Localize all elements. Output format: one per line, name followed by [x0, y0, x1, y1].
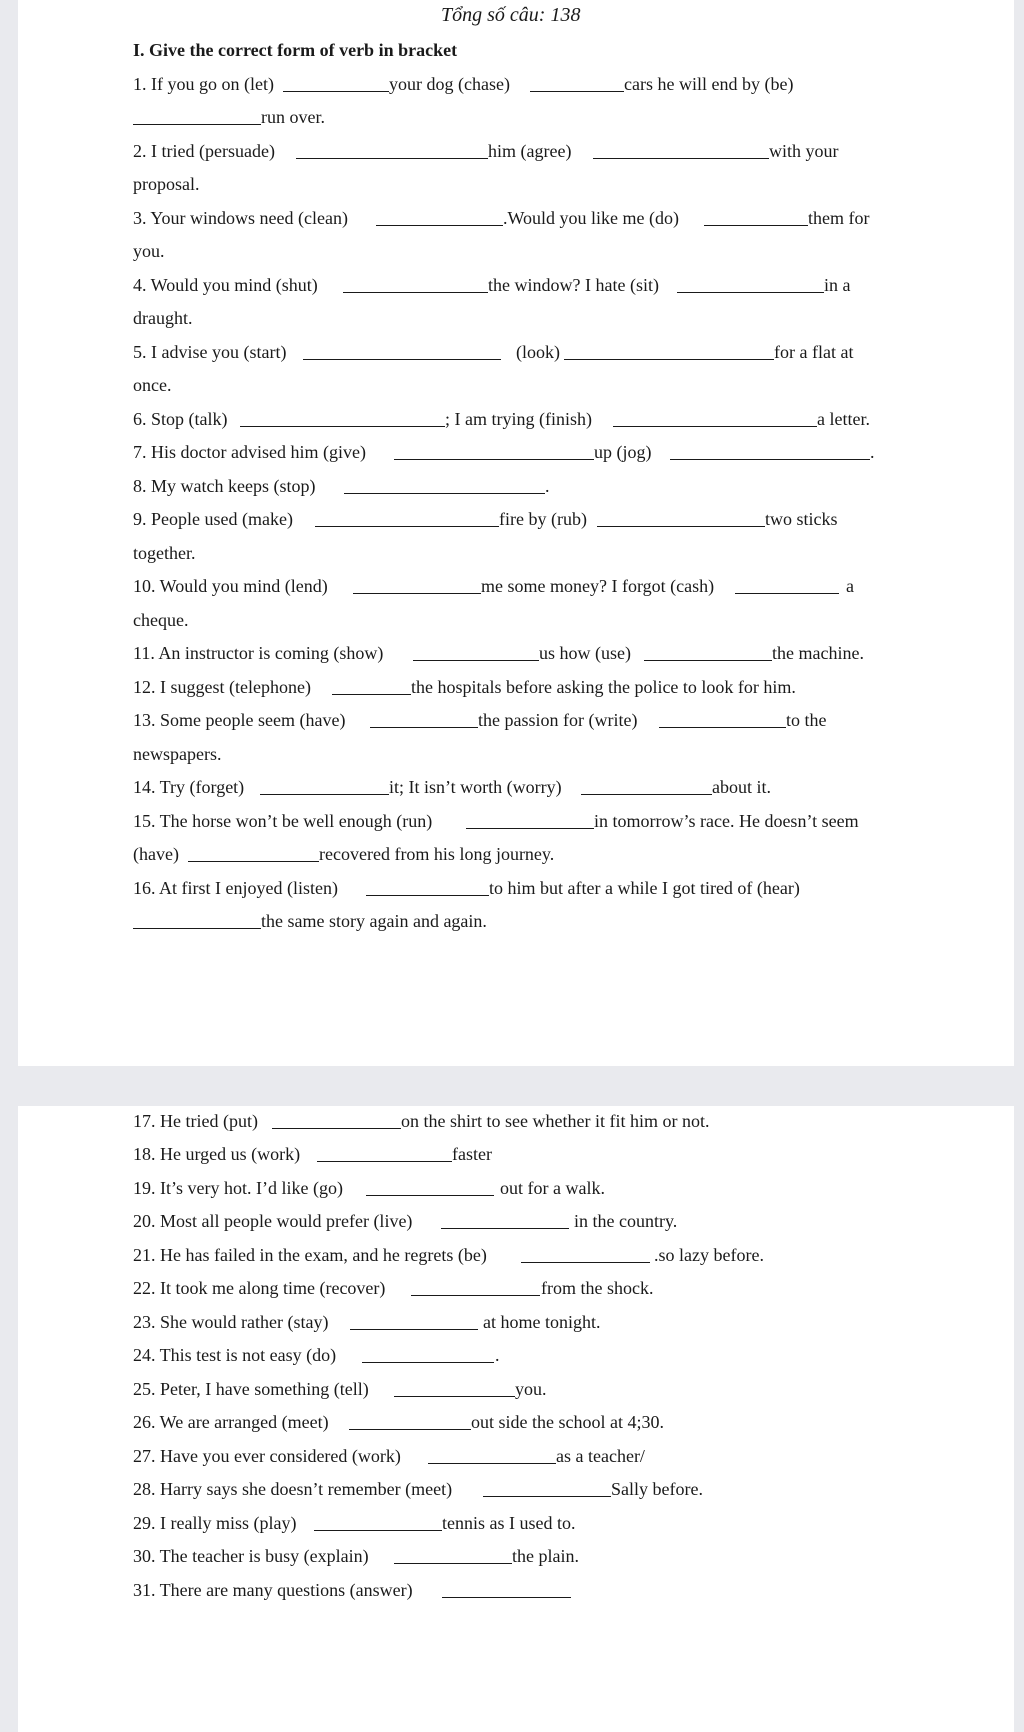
- exercise-text: .: [545, 476, 550, 496]
- exercise-text: them for: [808, 208, 870, 228]
- exercise-text: 3. Your windows need (clean): [133, 208, 348, 228]
- exercise-text: Sally before.: [611, 1479, 703, 1499]
- exercise-text: 31. There are many questions (answer): [133, 1580, 413, 1600]
- answer-blank[interactable]: [394, 1563, 512, 1564]
- exercise-text: 30. The teacher is busy (explain): [133, 1546, 369, 1566]
- answer-blank[interactable]: [188, 861, 319, 862]
- exercise-text: the same story again and again.: [261, 911, 487, 931]
- exercise-text: with your: [769, 141, 839, 161]
- exercise-text: the hospitals before asking the police to look for him.: [411, 677, 796, 697]
- exercise-text: for a flat at: [774, 342, 854, 362]
- answer-blank[interactable]: [564, 359, 774, 360]
- exercise-text: 14. Try (forget): [133, 777, 245, 797]
- exercise-text: 13. Some people seem (have): [133, 710, 346, 730]
- answer-blank[interactable]: [521, 1262, 650, 1263]
- answer-blank[interactable]: [735, 593, 839, 594]
- exercise-text: 1. If you go on (let): [133, 74, 274, 94]
- answer-blank[interactable]: [442, 1597, 571, 1598]
- answer-blank[interactable]: [343, 292, 488, 293]
- exercise-text: in tomorrow’s race. He doesn’t seem: [594, 811, 859, 831]
- answer-blank[interactable]: [303, 359, 501, 360]
- exercise-text: on the shirt to see whether it fit him or not.: [401, 1111, 710, 1131]
- answer-blank[interactable]: [272, 1128, 401, 1129]
- exercise-text: me some money? I forgot (cash): [481, 576, 715, 596]
- exercise-text: two sticks: [765, 509, 838, 529]
- answer-blank[interactable]: [613, 426, 817, 427]
- exercise-text: 19. It’s very hot. I’d like (go): [133, 1178, 343, 1198]
- exercise-text: 4. Would you mind (shut): [133, 275, 318, 295]
- answer-blank[interactable]: [332, 694, 411, 695]
- exercise-text: from the shock.: [541, 1278, 654, 1298]
- exercise-text: (look): [516, 342, 560, 362]
- answer-blank[interactable]: [344, 493, 545, 494]
- answer-blank[interactable]: [677, 292, 824, 293]
- answer-blank[interactable]: [644, 660, 772, 661]
- answer-blank[interactable]: [411, 1295, 540, 1296]
- exercise-text: 12. I suggest (telephone): [133, 677, 311, 697]
- answer-blank[interactable]: [133, 928, 261, 929]
- exercise-text: you.: [133, 241, 165, 261]
- exercise-text: .Would you like me (do): [503, 208, 680, 228]
- exercise-text: your dog (chase): [389, 74, 510, 94]
- exercise-text: about it.: [712, 777, 771, 797]
- exercise-text: 15. The horse won’t be well enough (run): [133, 811, 433, 831]
- answer-blank[interactable]: [376, 225, 503, 226]
- answer-blank[interactable]: [413, 660, 539, 661]
- answer-blank[interactable]: [428, 1463, 556, 1464]
- exercise-text: 29. I really miss (play): [133, 1513, 297, 1533]
- exercise-text: 17. He tried (put): [133, 1111, 258, 1131]
- answer-blank[interactable]: [466, 828, 594, 829]
- exercise-text: 26. We are arranged (meet): [133, 1412, 329, 1432]
- exercise-text: tennis as I used to.: [442, 1513, 576, 1533]
- exercise-text: .: [870, 442, 875, 462]
- exercise-text: 23. She would rather (stay): [133, 1312, 329, 1332]
- exercise-text: 18. He urged us (work): [133, 1144, 301, 1164]
- exercise-text: as a teacher/: [556, 1446, 645, 1466]
- exercise-text: up (jog): [594, 442, 652, 462]
- exercise-text: fire by (rub): [499, 509, 587, 529]
- exercise-text: cars he will end by (be): [624, 74, 794, 94]
- exercise-text: a letter.: [817, 409, 870, 429]
- answer-blank[interactable]: [350, 1329, 478, 1330]
- exercise-text: in a: [824, 275, 851, 295]
- exercise-text: 9. People used (make): [133, 509, 293, 529]
- answer-blank[interactable]: [240, 426, 445, 427]
- answer-blank[interactable]: [597, 526, 765, 527]
- exercise-text: him (agree): [488, 141, 572, 161]
- answer-blank[interactable]: [349, 1429, 471, 1430]
- exercise-text: 27. Have you ever considered (work): [133, 1446, 401, 1466]
- answer-blank[interactable]: [394, 1396, 515, 1397]
- exercise-text: once.: [133, 375, 172, 395]
- exercise-text: it; It isn’t worth (worry): [389, 777, 562, 797]
- answer-blank[interactable]: [366, 1195, 494, 1196]
- exercise-text: recovered from his long journey.: [319, 844, 555, 864]
- exercise-text: proposal.: [133, 174, 200, 194]
- section-heading: I. Give the correct form of verb in bracket: [133, 40, 458, 60]
- exercise-text: 8. My watch keeps (stop): [133, 476, 316, 496]
- answer-blank[interactable]: [317, 1161, 452, 1162]
- exercise-text: .so lazy before.: [654, 1245, 764, 1265]
- answer-blank[interactable]: [593, 158, 769, 159]
- exercise-text: .: [495, 1345, 500, 1365]
- exercise-text: 11. An instructor is coming (show): [133, 643, 384, 663]
- exercise-text: 25. Peter, I have something (tell): [133, 1379, 369, 1399]
- exercise-text: newspapers.: [133, 744, 222, 764]
- answer-blank[interactable]: [659, 727, 786, 728]
- exercise-text: 10. Would you mind (lend): [133, 576, 328, 596]
- answer-blank[interactable]: [704, 225, 808, 226]
- answer-blank[interactable]: [283, 91, 389, 92]
- exercise-text: ; I am trying (finish): [445, 409, 592, 429]
- exercise-text: out for a walk.: [500, 1178, 605, 1198]
- answer-blank[interactable]: [670, 459, 870, 460]
- worksheet-page-1: [18, 0, 1014, 1066]
- exercise-text: at home tonight.: [483, 1312, 601, 1332]
- exercise-text: together.: [133, 543, 196, 563]
- exercise-text: the passion for (write): [478, 710, 638, 730]
- answer-blank[interactable]: [362, 1362, 494, 1363]
- exercise-text: 20. Most all people would prefer (live): [133, 1211, 413, 1231]
- answer-blank[interactable]: [353, 593, 481, 594]
- exercise-text: 7. His doctor advised him (give): [133, 442, 366, 462]
- answer-blank[interactable]: [394, 459, 594, 460]
- exercise-text: (have): [133, 844, 179, 864]
- exercise-text: 2. I tried (persuade): [133, 141, 275, 161]
- answer-blank[interactable]: [315, 526, 499, 527]
- exercise-text: 28. Harry says she doesn’t remember (meet): [133, 1479, 453, 1499]
- answer-blank[interactable]: [441, 1228, 569, 1229]
- exercise-text: you.: [515, 1379, 547, 1399]
- exercise-text: the machine.: [772, 643, 864, 663]
- exercise-text: out side the school at 4;30.: [471, 1412, 664, 1432]
- page-title: Tổng số câu: 138: [441, 4, 581, 26]
- exercise-text: 6. Stop (talk): [133, 409, 228, 429]
- exercise-text: in the country.: [574, 1211, 678, 1231]
- exercise-text: the window? I hate (sit): [488, 275, 659, 295]
- answer-blank[interactable]: [133, 124, 261, 125]
- answer-blank[interactable]: [370, 727, 478, 728]
- exercise-text: 16. At first I enjoyed (listen): [133, 878, 338, 898]
- answer-blank[interactable]: [366, 895, 489, 896]
- answer-blank[interactable]: [296, 158, 488, 159]
- exercise-text: 5. I advise you (start): [133, 342, 287, 362]
- exercise-text: the plain.: [512, 1546, 579, 1566]
- exercise-text: a: [846, 576, 854, 596]
- answer-blank[interactable]: [483, 1496, 611, 1497]
- exercise-text: draught.: [133, 308, 193, 328]
- exercise-text: cheque.: [133, 610, 189, 630]
- answer-blank[interactable]: [530, 91, 624, 92]
- exercise-text: 24. This test is not easy (do): [133, 1345, 337, 1365]
- exercise-text: run over.: [261, 107, 325, 127]
- exercise-text: faster: [452, 1144, 492, 1164]
- exercise-text: to him but after a while I got tired of (hear): [489, 878, 800, 898]
- exercise-text: 22. It took me along time (recover): [133, 1278, 386, 1298]
- exercise-text: us how (use): [539, 643, 631, 663]
- answer-blank[interactable]: [581, 794, 712, 795]
- worksheet-page-2: [18, 1106, 1014, 1732]
- answer-blank[interactable]: [314, 1530, 442, 1531]
- exercise-text: to the: [786, 710, 827, 730]
- answer-blank[interactable]: [260, 794, 389, 795]
- exercise-text: 21. He has failed in the exam, and he regrets (be): [133, 1245, 487, 1265]
